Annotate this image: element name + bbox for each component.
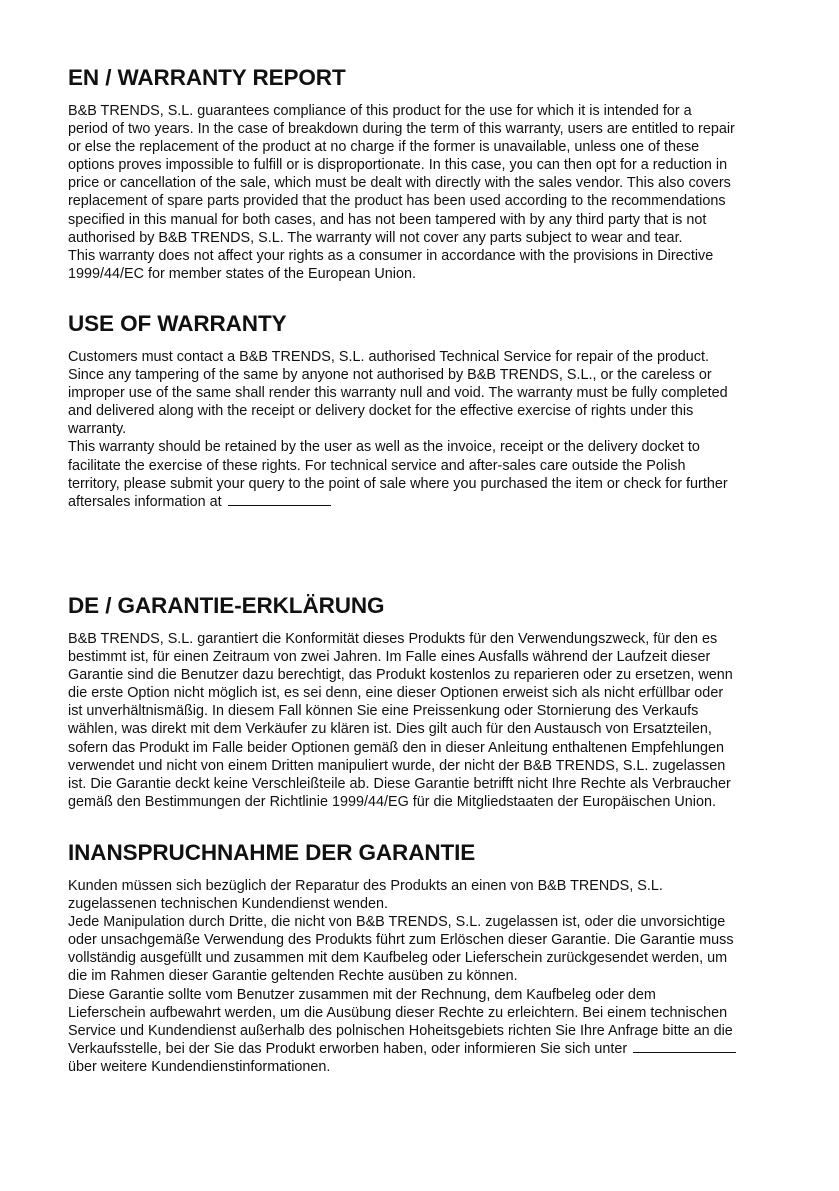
text-line: Since any tampering of the same by anyone not authorised by B&B TRENDS, S.L., or the careless or: [68, 367, 712, 384]
text-line: vollständig ausgefüllt und zusammen mit dem Kaufbeleg oder Lieferschein zurückgesendet werden, um: [68, 950, 728, 967]
en-warranty-heading: EN / WARRANTY REPORT: [68, 65, 346, 90]
en-use-heading: USE OF WARRANTY: [68, 311, 287, 336]
text-line: verwendet und nicht von einem Dritten manipuliert wurde, der nicht der B&B TRENDS, S.L. zugelassen: [68, 757, 726, 774]
text-line: period of two years. In the case of breakdown during the term of this warranty, users are entitled to repair: [68, 121, 735, 138]
de-warranty-text: [68, 630, 768, 811]
text-line: or else the replacement of the product at no charge if the former is unavailable, unless one of these: [68, 139, 700, 156]
en-warranty-section: [68, 64, 768, 283]
text-line: territory, please submit your query to the point of sale where you purchased the item or check for further: [68, 475, 728, 492]
text-line: ist. Die Garantie deckt keine Verschleißteile ab. Diese Garantie betrifft nicht Ihre Rechte als Verbraucher: [68, 775, 731, 792]
en-use-text: [68, 348, 768, 511]
text-line: authorised by B&B TRENDS, S.L. The warranty will not cover any parts subject to wear and tear.: [68, 229, 683, 246]
text-line: die erste Option nicht möglich ist, es sei denn, eine dieser Optionen erweist sich als nicht erfüllbar oder: [68, 685, 724, 702]
text-line: über weitere Kundendienstinformationen.: [68, 1058, 331, 1075]
text-line: price or cancellation of the sale, which must be dealt with directly with the sales vendor. This also covers: [68, 175, 731, 192]
en-warranty-text: [68, 102, 768, 283]
text-line: aftersales information at: [68, 493, 222, 510]
text-line: This warranty does not affect your rights as a consumer in accordance with the provisions in Directive: [68, 247, 714, 264]
text-line: bestimmt ist, für einen Zeitraum von zwei Jahren. Im Falle eines Ausfalls während der Laufzeit dieser: [68, 649, 711, 666]
text-line: oder unsachgemäße Verwendung des Produkts führt zum Erlöschen dieser Garantie. Die Garantie muss: [68, 932, 734, 949]
text-line: ist unverhältnismäßig. In diesem Fall können Sie eine Preissenkung oder Stornierung des Verkaufs: [68, 703, 699, 720]
blank-fill-line: [228, 493, 331, 506]
text-line: improper use of the same shall render this warranty null and void. The warranty must be fully completed: [68, 385, 728, 402]
text-line: B&B TRENDS, S.L. guarantees compliance of this product for the use for which it is intended for a: [68, 103, 692, 119]
text-line: options proves impossible to fulfill or is disproportionate. In this case, you can then opt for a reduction in: [68, 157, 728, 174]
text-line: B&B TRENDS, S.L. garantiert die Konformität dieses Produkts für den Verwendungszweck, für den es: [68, 631, 718, 647]
text-line: 1999/44/EC for member states of the European Union.: [68, 265, 416, 282]
de-warranty-section: [68, 592, 768, 811]
blank-fill-line: [633, 1040, 736, 1053]
de-use-section: [68, 839, 768, 1076]
text-line: Lieferschein aufbewahrt werden, um die Ausübung dieser Rechte zu erleichtern. Bei einem technischen: [68, 1004, 728, 1021]
text-line: sofern das Produkt im Falle beider Optionen gemäß den in dieser Anleitung enthaltenen Empfehlungen: [68, 739, 724, 756]
de-use-heading: INANSPRUCHNAHME DER GARANTIE: [68, 840, 476, 865]
text-line: and delivered along with the receipt or delivery docket for the effective exercise of rights under this: [68, 403, 694, 420]
text-line: wählen, was direkt mit dem Verkäufer zu klären ist. Dies gilt auch für den Austausch von Ersatzteilen,: [68, 721, 712, 738]
text-line: Garantie sind die Benutzer dazu berechtigt, das Produkt kostenlos zu reparieren oder zu ersetzen, wenn: [68, 667, 733, 684]
text-line: Customers must contact a B&B TRENDS, S.L. authorised Technical Service for repair of the product.: [68, 349, 709, 365]
en-use-section: [68, 310, 768, 511]
text-line: Service und Kundendienst außerhalb des polnischen Hoheitsgebiets richten Sie Ihre Anfrage bitte an die: [68, 1022, 733, 1039]
text-line: specified in this manual for both cases, and has not been tampered with by any third party that is not: [68, 211, 707, 228]
de-use-text: [68, 877, 768, 1076]
text-line: Kunden müssen sich bezüglich der Reparatur des Produkts an einen von B&B TRENDS, S.L.: [68, 878, 663, 894]
text-line: warranty.: [68, 421, 127, 438]
text-line: die im Rahmen dieser Garantie geltenden Rechte ausüben zu können.: [68, 968, 518, 985]
text-line: Diese Garantie sollte vom Benutzer zusammen mit der Rechnung, dem Kaufbeleg oder dem: [68, 986, 656, 1003]
text-line: This warranty should be retained by the user as well as the invoice, receipt or the delivery docket to: [68, 439, 700, 456]
text-line: zugelassenen technischen Kundendienst wenden.: [68, 896, 389, 913]
text-line: replacement of spare parts provided that the product has been used according to the recommendations: [68, 193, 726, 210]
text-line: Jede Manipulation durch Dritte, die nicht von B&B TRENDS, S.L. zugelassen ist, oder die unvorsichtige: [68, 914, 726, 931]
de-warranty-heading: DE / GARANTIE-ERKLÄRUNG: [68, 593, 385, 618]
text-line: facilitate the exercise of these rights. For technical service and after-sales care outside the Polish: [68, 457, 686, 474]
text-line: Verkaufsstelle, bei der Sie das Produkt erworben haben, oder informieren Sie sich unter: [68, 1040, 628, 1057]
text-line: gemäß den Bestimmungen der Richtlinie 1999/44/EG für die Mitgliedstaaten der Europäischen Union.: [68, 793, 716, 810]
